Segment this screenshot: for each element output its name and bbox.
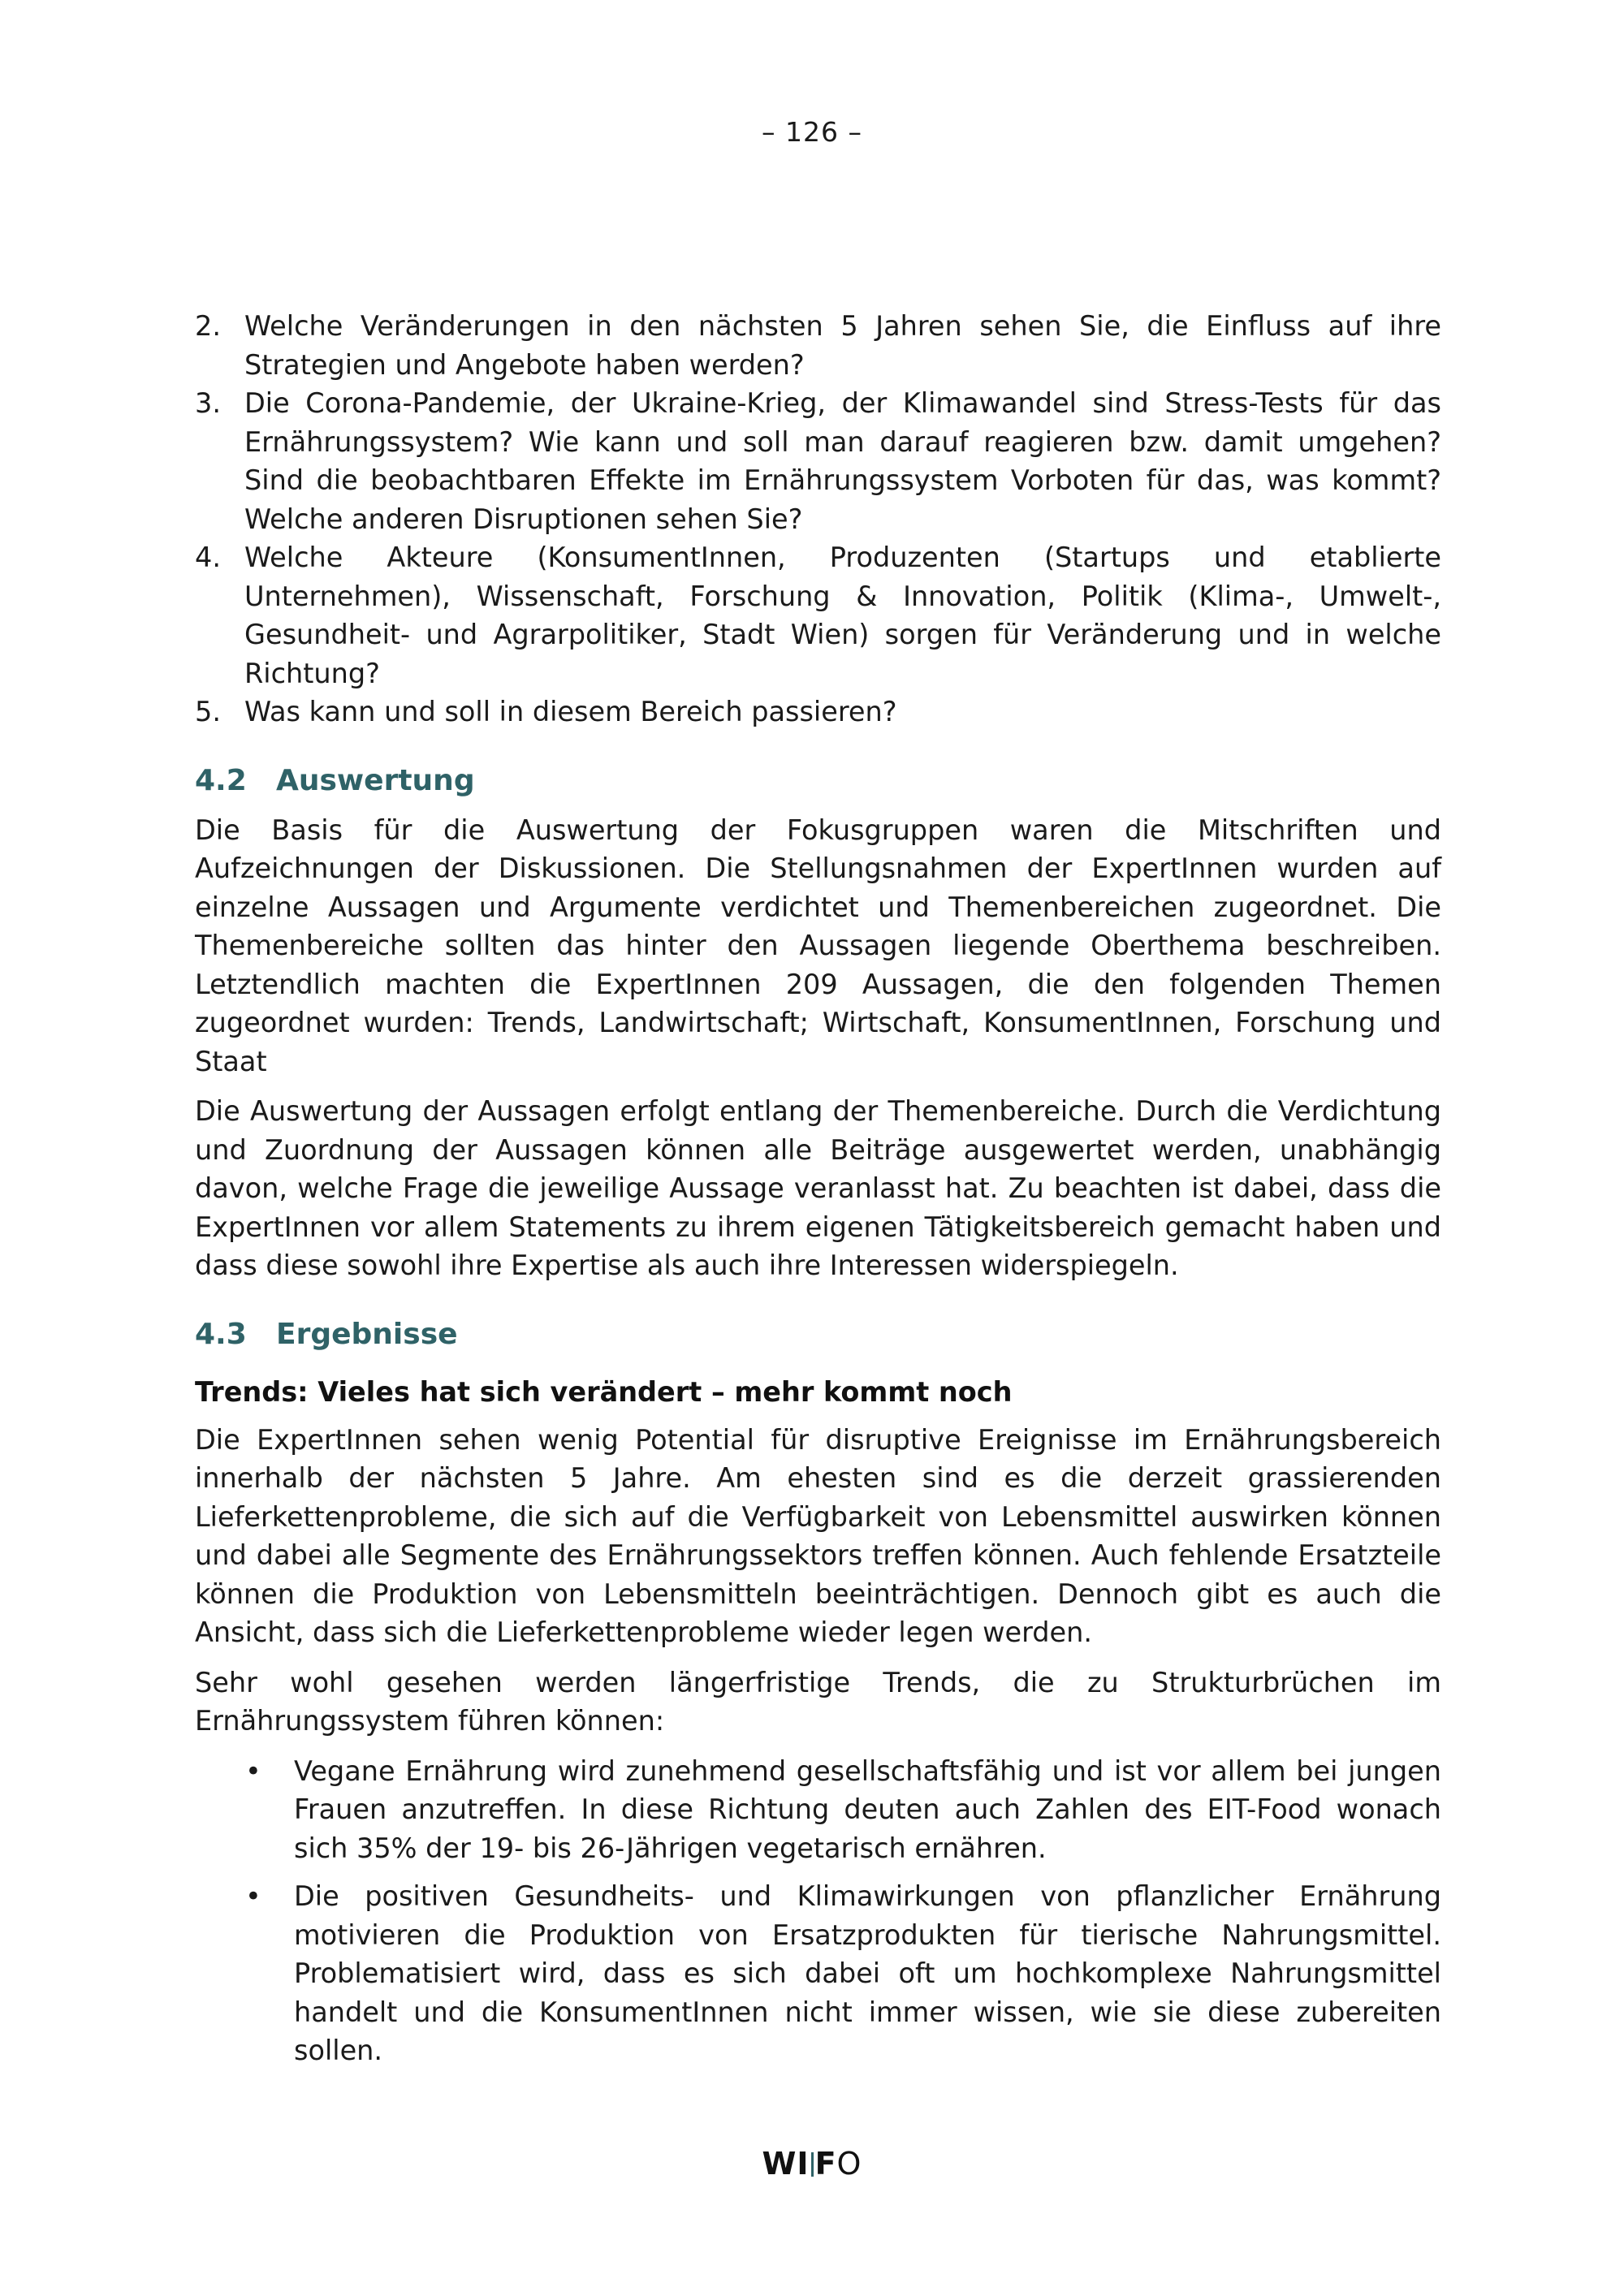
logo-text-o: O [836, 2146, 862, 2182]
question-list [195, 307, 1441, 732]
list-item-text: Welche Akteure (KonsumentInnen, Produzenten (Startups und etablierte Unternehmen), Wissenschaft, Forschung & Innovation, Politik (Klima-, Umwelt-, Gesundheit- und Agrarpolitiker, Stadt Wien) sorgen für Veränderung und in welche Richtung? [244, 542, 1441, 689]
page-number: – 126 – [762, 116, 862, 148]
list-item-text: Was kann und soll in diesem Bereich passieren? [244, 696, 897, 727]
section-number: 4.2 [195, 763, 247, 797]
section-heading-ergebnisse [195, 1314, 1441, 1355]
list-item-text: Die Corona-Pandemie, der Ukraine-Krieg, der Klimawandel sind Stress-Tests für das Ernährungssystem? Wie kann und soll man darauf reagieren bzw. damit umgehen? Sind die beobachtbaren Effekte im Ernährungssystem Vorboten für das, was kommt? Welche anderen Disruptionen sehen Sie? [244, 387, 1441, 535]
paragraph: Die Auswertung der Aussagen erfolgt entlang der Themenbereiche. Durch die Verdichtung und Zuordnung der Aussagen können alle Beiträge ausgewertet werden, unabhängig davon, welche Frage die jeweilige Aussage veranlasst hat. Zu beachten ist dabei, dass die ExpertInnen vor allem Statements zu ihrem eigenen Tätigkeitsbereich gemacht haben und dass diese sowohl ihre Expertise als auch ihre Interessen widerspiegeln. [195, 1095, 1441, 1281]
subheading-trends: Trends: Vieles hat sich verändert – mehr kommt noch [195, 1375, 1013, 1408]
list-item-text: Welche Veränderungen in den nächsten 5 Jahren sehen Sie, die Einfluss auf ihre Strategien und Angebote haben werden? [244, 310, 1441, 381]
logo-text-wi: WI [762, 2146, 810, 2182]
section-title: Ergebnisse [276, 1317, 458, 1351]
list-item [195, 693, 1441, 732]
logo-bar [811, 2152, 814, 2177]
bullet-icon: • [245, 1880, 261, 1912]
section-number: 4.3 [195, 1317, 247, 1351]
section-heading-auswertung [195, 761, 1441, 801]
list-item [195, 384, 1441, 538]
bullet-item [245, 1752, 1441, 1868]
bullet-text: Die positiven Gesundheits- und Klimawirkungen von pflanzlicher Ernährung motivieren die Produktion von Ersatzprodukten für tierische Nahrungsmittel. Problematisiert wird, dass es sich dabei oft um hochkomplexe Nahrungsmittel handelt und die KonsumentInnen nicht immer wissen, wie sie diese zubereiten sollen. [294, 1880, 1441, 2066]
section-title: Auswertung [276, 763, 475, 797]
bullet-text: Vegane Ernährung wird zunehmend gesellschaftsfähig und ist vor allem bei jungen Frauen anzutreffen. In diese Richtung deuten auch Zahlen des EIT-Food wonach sich 35% der 19- bis 26-Jährigen vegetarisch ernähren. [294, 1754, 1441, 1864]
paragraph: Die Basis für die Auswertung der Fokusgruppen waren die Mitschriften und Aufzeichnungen der Diskussionen. Die Stellungsnahmen der ExpertInnen wurden auf einzelne Aussagen und Argumente verdichtet und Themenbereichen zugeordnet. Die Themenbereiche sollten das hinter den Aussagen liegende Oberthema beschreiben. Letztendlich machten die ExpertInnen 209 Aussagen, die den folgenden Themen zugeordnet wurden: Trends, Landwirtschaft; Wirtschaft, KonsumentInnen, Forschung und Staat [195, 814, 1441, 1077]
bullet-list [195, 1752, 1441, 2070]
list-item-number: 3. [195, 387, 221, 419]
list-item-number: 2. [195, 310, 221, 342]
list-item-number: 4. [195, 542, 221, 573]
logo-text-f: F [814, 2146, 837, 2182]
list-item [195, 538, 1441, 693]
bullet-item [245, 1877, 1441, 2070]
wifo-logo [0, 2146, 1624, 2182]
paragraph: Sehr wohl gesehen werden längerfristige Trends, die zu Strukturbrüchen im Ernährungssystem führen können: [195, 1666, 1441, 1737]
bullet-icon: • [245, 1754, 261, 1787]
document-body [195, 307, 1441, 2080]
list-item [195, 307, 1441, 384]
list-item-number: 5. [195, 696, 221, 727]
paragraph: Die ExpertInnen sehen wenig Potential für disruptive Ereignisse im Ernährungsbereich innerhalb der nächsten 5 Jahre. Am ehesten sind es die derzeit grassierenden Lieferkettenprobleme, die sich auf die Verfügbarkeit von Lebensmittel auswirken können und dabei alle Segmente des Ernährungssektors treffen können. Auch fehlende Ersatzteile können die Produktion von Lebensmitteln beeinträchtigen. Dennoch gibt es auch die Ansicht, dass sich die Lieferkettenprobleme wieder legen werden. [195, 1423, 1441, 1648]
